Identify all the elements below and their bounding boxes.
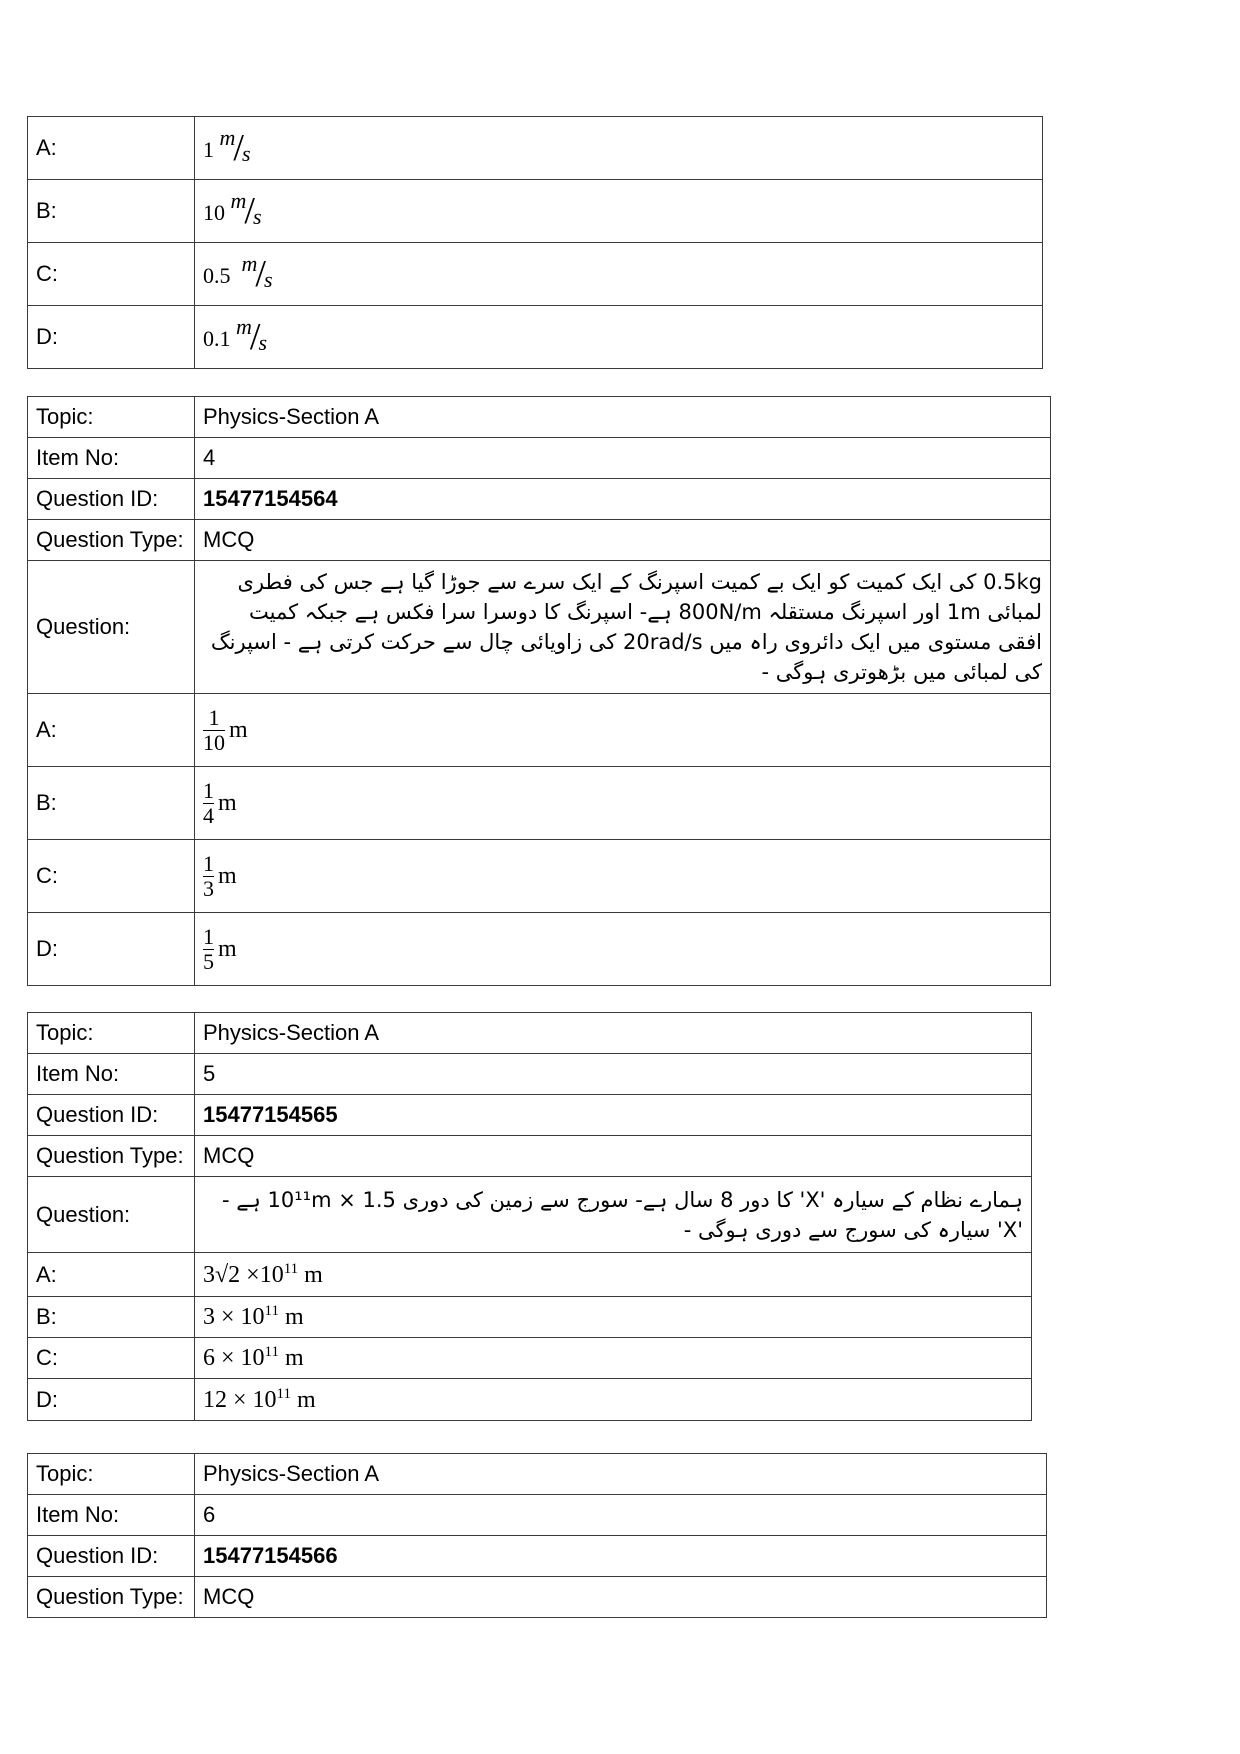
- question-label: Question:: [28, 1177, 195, 1253]
- question-id-label: Question ID:: [28, 1536, 195, 1577]
- question-type-value: MCQ: [195, 1577, 1047, 1618]
- question-id-value: 15477154564: [195, 479, 1051, 520]
- unit-denominator: s: [252, 204, 262, 229]
- question-id-row: [28, 479, 1051, 520]
- option-value: $\frac{1}{3}$ m: [195, 840, 1051, 913]
- item-no-value: 4: [195, 438, 1051, 479]
- question-type-row: [28, 1136, 1032, 1177]
- option-row: [28, 913, 1051, 986]
- question-text: ہمارے نظام کے سیارہ 'X' کا دور 8 سال ہے- سورج سے زمین کی دوری 1.5 × 10¹¹m ہے - 'X' سیارہ کی سورج سے دوری ہوگی -: [195, 1177, 1032, 1253]
- option-value: $\frac{1}{5}$ m: [195, 913, 1051, 986]
- option-value: 0.1 m / s: [195, 306, 1043, 369]
- topic-label: Topic:: [28, 397, 195, 438]
- option-value: $3 \times 10^{11}$ m: [195, 1297, 1032, 1338]
- topic-row: [28, 1013, 1032, 1054]
- topic-value: Physics-Section A: [195, 1013, 1032, 1054]
- option-value: $\frac{1}{10}$ m: [195, 694, 1051, 767]
- option-number: 0.5: [203, 263, 231, 288]
- option-row: [28, 180, 1043, 243]
- item-no-row: [28, 1495, 1047, 1536]
- topic-row: [28, 397, 1051, 438]
- question-type-row: [28, 1577, 1047, 1618]
- unit-denominator: s: [241, 141, 251, 166]
- question-row: [28, 561, 1051, 694]
- topic-value: Physics-Section A: [195, 397, 1051, 438]
- item-no-row: [28, 1054, 1032, 1095]
- topic-label: Topic:: [28, 1454, 195, 1495]
- option-row: [28, 243, 1043, 306]
- option-label: A:: [28, 117, 195, 180]
- question-label: Question:: [28, 561, 195, 694]
- question-type-value: MCQ: [195, 1136, 1032, 1177]
- option-value: $\frac{1}{4}$ m: [195, 767, 1051, 840]
- option-row: [28, 767, 1051, 840]
- option-row: [28, 1253, 1032, 1297]
- option-label: D:: [28, 913, 195, 986]
- topic-label: Topic:: [28, 1013, 195, 1054]
- question-type-value: MCQ: [195, 520, 1051, 561]
- question-type-label: Question Type:: [28, 520, 195, 561]
- fraction: $\frac{1}{3}$: [203, 850, 214, 901]
- question-id-label: Question ID:: [28, 1095, 195, 1136]
- question-id-value: 15477154566: [195, 1536, 1047, 1577]
- question-text: 0.5kg کی ایک کمیت کو ایک بے کمیت اسپرنگ کے ایک سرے سے جوڑا گیا ہے جس کی فطری لمبائی 1m اور اسپرنگ مستقلہ 800N/m ہے- اسپرنگ کا دوسرا سرا فکس ہے جبکہ کمیت افقی مستوی میں ایک دائروی راہ میں 20rad/s کی زاویائی چال سے حرکت کرتی ہے - اسپرنگ کی لمبائی میں بڑھوتری ہوگی -: [195, 561, 1051, 694]
- unit-denominator: s: [263, 267, 273, 292]
- option-label: C:: [28, 840, 195, 913]
- option-label: C:: [28, 1338, 195, 1379]
- topic-value: Physics-Section A: [195, 1454, 1047, 1495]
- option-value: 1 m / s: [195, 117, 1043, 180]
- option-label: D:: [28, 1379, 195, 1421]
- option-number: 1: [203, 137, 214, 162]
- unit-numerator: m: [219, 125, 236, 150]
- question-type-label: Question Type:: [28, 1577, 195, 1618]
- item-no-value: 6: [195, 1495, 1047, 1536]
- option-number: 10: [203, 200, 225, 225]
- option-label: C:: [28, 243, 195, 306]
- option-row: [28, 694, 1051, 767]
- option-value: $6 \times 10^{11}$ m: [195, 1338, 1032, 1379]
- option-value: 10 m / s: [195, 180, 1043, 243]
- fraction: $\frac{1}{5}$: [203, 923, 214, 974]
- option-label: B:: [28, 180, 195, 243]
- question-id-row: [28, 1536, 1047, 1577]
- question-table-item-4: [27, 396, 1051, 986]
- option-number: 0.1: [203, 326, 231, 351]
- fraction: $\frac{1}{4}$: [203, 777, 214, 828]
- option-label: B:: [28, 1297, 195, 1338]
- question-table-item-5: [27, 1012, 1032, 1421]
- option-row: [28, 840, 1051, 913]
- option-value: $12 \times 10^{11}$ m: [195, 1379, 1032, 1421]
- item-no-label: Item No:: [28, 1495, 195, 1536]
- item-no-value: 5: [195, 1054, 1032, 1095]
- item-no-row: [28, 438, 1051, 479]
- option-row: [28, 1297, 1032, 1338]
- question-id-value: 15477154565: [195, 1095, 1032, 1136]
- question-row: [28, 1177, 1032, 1253]
- question-table-item-6: [27, 1453, 1047, 1618]
- question-type-row: [28, 520, 1051, 561]
- option-value: $3√2 \times 10^{11}$ m: [195, 1253, 1032, 1297]
- question-id-label: Question ID:: [28, 479, 195, 520]
- unit-numerator: m: [236, 314, 252, 339]
- question-type-label: Question Type:: [28, 1136, 195, 1177]
- fraction: $\frac{1}{10}$: [203, 704, 225, 755]
- unit-numerator: m: [230, 188, 247, 213]
- options-table-q3: [27, 116, 1043, 369]
- option-row: [28, 1338, 1032, 1379]
- option-row: [28, 117, 1043, 180]
- option-label: D:: [28, 306, 195, 369]
- topic-row: [28, 1454, 1047, 1495]
- question-id-row: [28, 1095, 1032, 1136]
- option-row: [28, 1379, 1032, 1421]
- option-label: A:: [28, 694, 195, 767]
- unit-denominator: s: [258, 330, 268, 355]
- unit-numerator: m: [241, 251, 258, 276]
- item-no-label: Item No:: [28, 1054, 195, 1095]
- option-label: B:: [28, 767, 195, 840]
- option-row: [28, 306, 1043, 369]
- option-value: 0.5 m / s: [195, 243, 1043, 306]
- option-label: A:: [28, 1253, 195, 1297]
- item-no-label: Item No:: [28, 438, 195, 479]
